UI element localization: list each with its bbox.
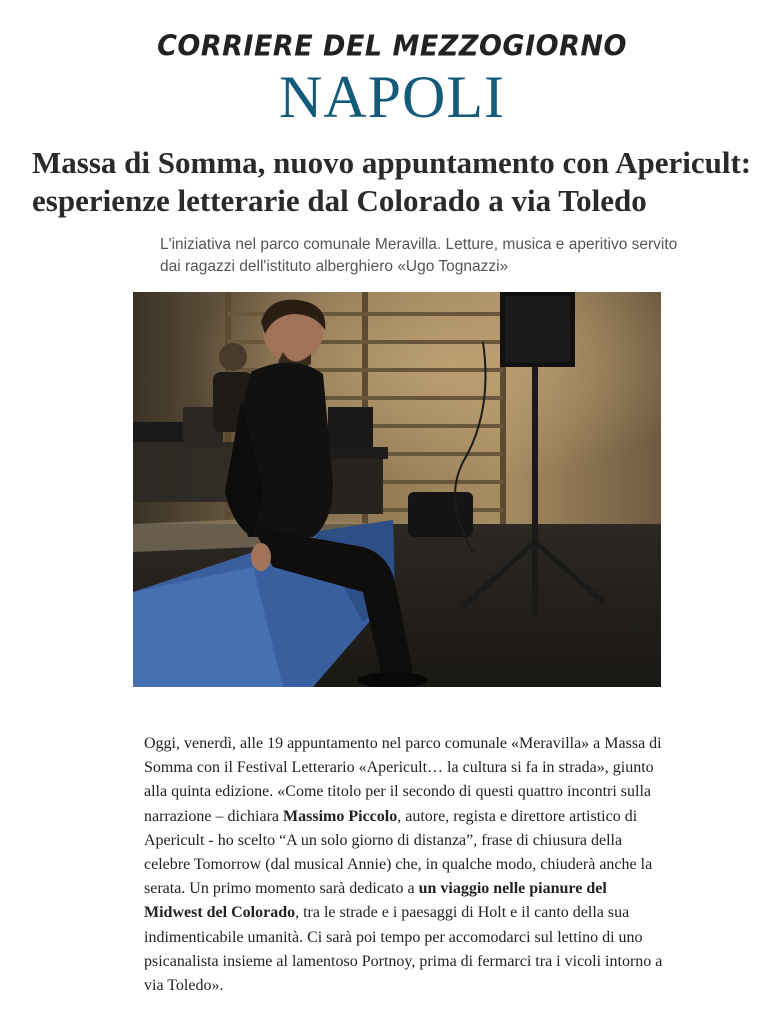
highlight-phrase: un viaggio nelle pianure del Midwest del Colorado	[144, 880, 607, 922]
photo-of-man-sitting-on-stage-icon	[133, 292, 661, 687]
body-text-part-1: Oggi, venerdì, alle 19 appuntamento nel parco comunale «Meravilla» a Massa di Somma con il Festival Letterario «Apericult… la cultura si fa in strada», giunto alla quinta edizione. «Come titolo per il secondo di questi quattro incontri sulla narrazione – dichiara	[144, 735, 662, 825]
article-subheadline: L'iniziativa nel parco comunale Meravilla. Letture, musica e aperitivo servito dai ragazzi dell'istituto alberghiero «Ugo Tognazzi»	[160, 236, 678, 275]
section-title[interactable]: NAPOLI	[279, 64, 505, 130]
article-photo	[133, 292, 661, 687]
author-name: Massimo Piccolo	[283, 807, 398, 825]
article-body	[144, 732, 664, 998]
body-text-part-2: , autore, regista e direttore artistico di Apericult - ho scelto “A un solo giorno di distanza”, frase di chiusura della celebre Tomorrow (dal musical Annie) che, in qualche modo, chiuderà anche la serata. Un primo momento sarà dedicato a	[144, 807, 653, 898]
newspaper-logo[interactable]: CORRIERE DEL MEZZOGIORNO	[157, 30, 627, 63]
body-text-part-3: , tra le strade e i paesaggi di Holt e il canto della sua indimenticabile umanità. Ci sarà poi tempo per accomodarci sul lettino di uno psicanalista insieme al lamentoso Portnoy, prima di fermarci tra i vicoli intorno a via Toledo».	[144, 904, 663, 995]
masthead	[0, 30, 784, 128]
article-headline: Massa di Somma, nuovo appuntamento con Apericult: esperienze letterarie dal Colorado a via Toledo	[32, 145, 752, 218]
